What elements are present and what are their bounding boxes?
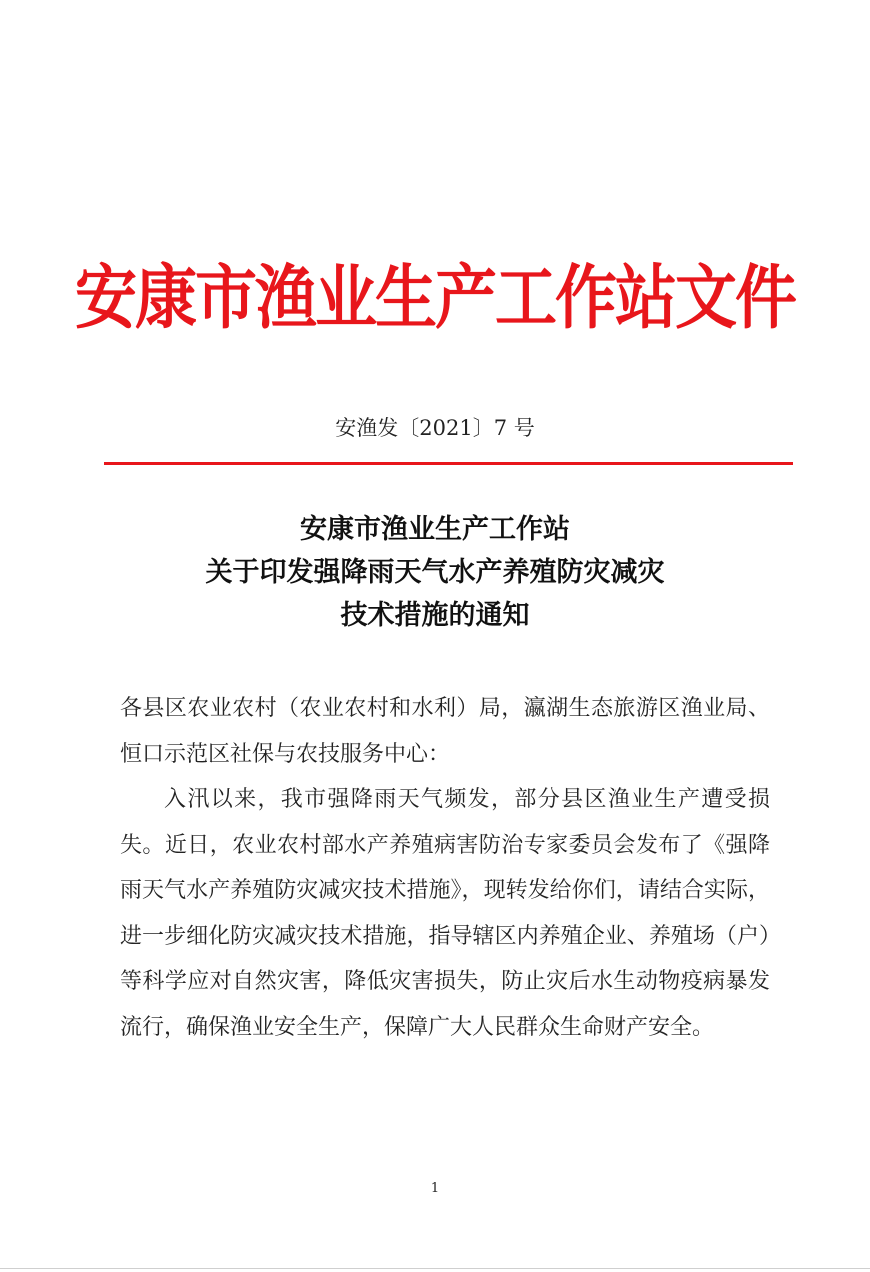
document-header-title: 安康市渔业生产工作站文件 — [74, 256, 795, 339]
notice-title — [0, 508, 870, 637]
document-number: 安渔发〔2021〕7 号 — [335, 416, 535, 440]
page-number: 1 — [430, 1181, 440, 1196]
red-divider-line — [104, 462, 793, 465]
body-paragraph: 入汛以来，我市强降雨天气频发，部分县区渔业生产遭受损失。近日，农业农村部水产养殖病害防治专家委员会发布了《强降雨天气水产养殖防灾减灾技术措施》，现转发给你们，请结合实际，进一步细化防灾减灾技术措施，指导辖区内养殖企业、养殖场（户）等科学应对自然灾害，降低灾害损失，防止灾后水生动物疫病暴发流行，确保渔业安全生产，保障广大人民群众生命财产安全。 — [120, 787, 770, 1040]
page-bottom-edge — [0, 1268, 870, 1269]
notice-title-line-1: 安康市渔业生产工作站 — [300, 514, 570, 545]
notice-title-line-2: 关于印发强降雨天气水产养殖防灾减灾 — [205, 557, 665, 588]
salutation: 各县区农业农村（农业农村和水利）局，瀛湖生态旅游区渔业局、恒口示范区社保与农技服务中心： — [120, 696, 770, 767]
notice-title-line-3: 技术措施的通知 — [340, 600, 530, 631]
notice-body — [120, 686, 770, 1050]
